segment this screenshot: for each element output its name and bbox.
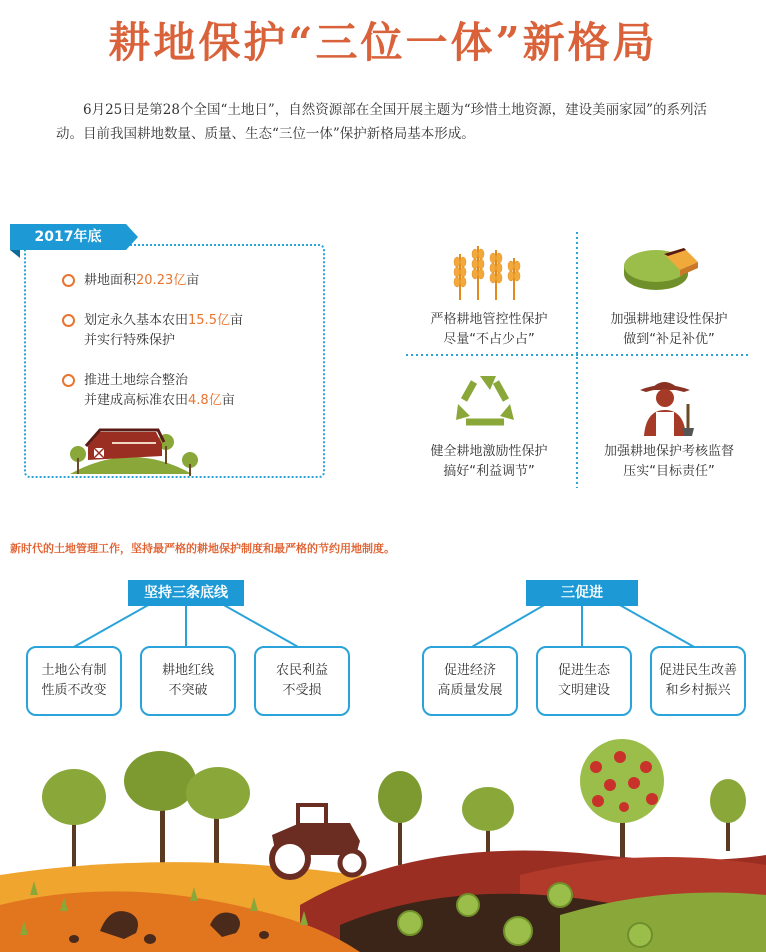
principle-box-redline: 耕地红线 不突破: [140, 646, 236, 716]
wheat-icon: [442, 232, 528, 302]
page-title: 耕地保护“三位一体”新格局: [108, 18, 658, 67]
promote-box-livelihood: 促进民生改善 和乡村振兴: [650, 646, 746, 716]
stat-basic-farmland: 划定永久基本农田15.5亿亩 并实行特殊保护: [64, 311, 243, 351]
stat-farmland-area: 耕地面积20.23亿亩: [64, 271, 199, 291]
three-promotions-header: 三促进: [526, 580, 638, 606]
recycle-icon: [452, 374, 518, 432]
principle-box-public-land: 土地公有制 性质不改变: [26, 646, 122, 716]
promote-box-economy: 促进经济 高质量发展: [422, 646, 518, 716]
bullet-icon: [62, 314, 75, 327]
barn-illustration: [62, 420, 212, 476]
tag-fold: [10, 250, 20, 258]
caption-incentive: 健全耕地激励性保护 搞好“利益调节”: [430, 444, 548, 479]
intro-paragraph: 6月25日是第28个全国“土地日”，自然资源部在全国开展主题为“珍惜土地资源，建设美丽家园”的系列活动。目前我国耕地数量、质量、生态“三位一体”保护新格局基本形成。: [56, 102, 708, 142]
caption-construction: 加强耕地建设性保护 做到“补足补优”: [610, 312, 728, 347]
caption-supervision: 加强耕地保护考核监督 压实“目标责任”: [603, 444, 734, 479]
bullet-icon: [62, 274, 75, 287]
section-statement: 新时代的土地管理工作，坚持最严格的耕地保护制度和最严格的节约用地制度。: [10, 542, 395, 555]
caption-control: 严格耕地管控性保护 尽量“不占少占”: [430, 312, 548, 347]
farmer-icon: [634, 374, 696, 436]
farm-landscape-illustration: [0, 735, 766, 952]
tractor-icon: [272, 805, 364, 877]
principle-box-farmers: 农民利益 不受损: [254, 646, 350, 716]
stat-high-standard: 推进土地综合整治 并建成高标准农田4.8亿亩: [64, 371, 235, 411]
pie-chart-icon: [620, 244, 704, 294]
bottom-lines-header: 坚持三条底线: [128, 580, 244, 606]
year-tag: 2017年底: [10, 224, 126, 250]
bullet-icon: [62, 374, 75, 387]
promote-box-ecology: 促进生态 文明建设: [536, 646, 632, 716]
